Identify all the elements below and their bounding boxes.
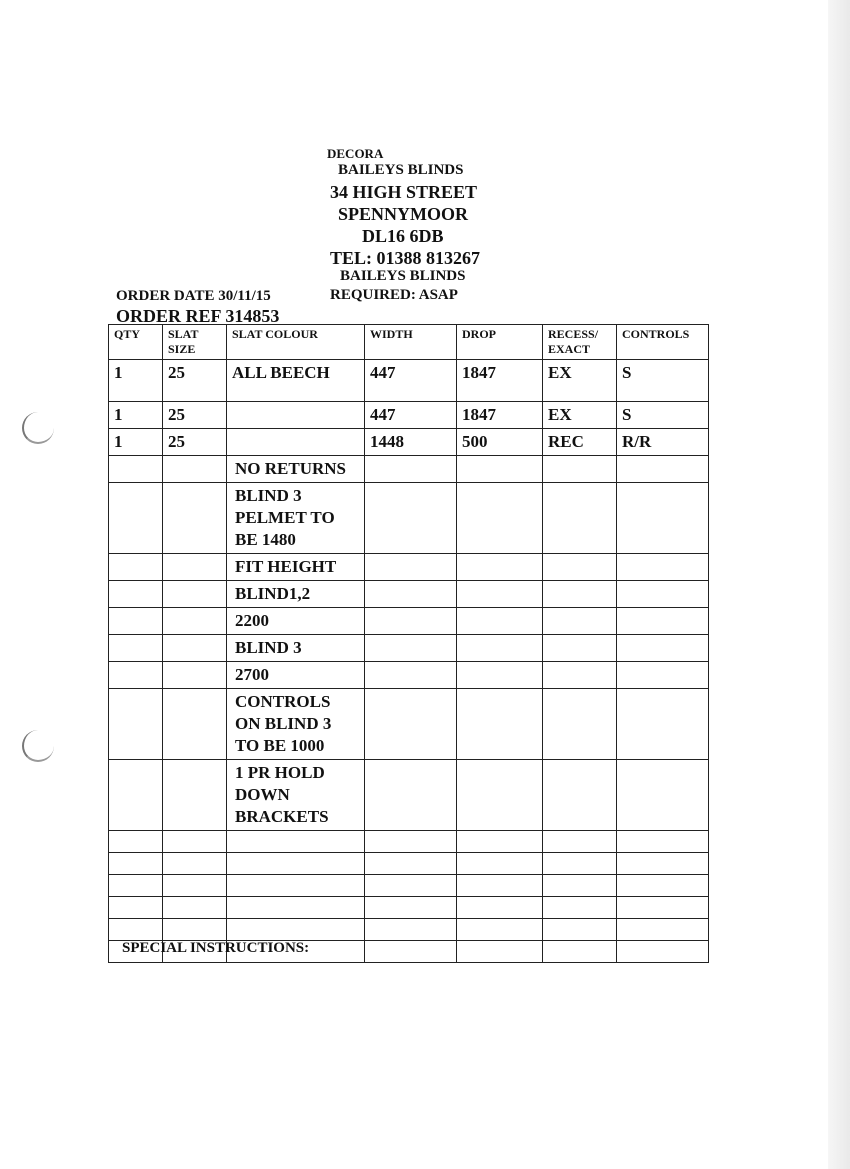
required-date: REQUIRED: ASAP [330,287,458,303]
note-row [109,689,709,760]
slat-colour-cell: ALL BEECH [227,360,365,402]
company-town: SPENNYMOOR [338,204,468,224]
recess-cell: EX [543,360,617,402]
qty-cell: 1 [109,360,163,402]
qty-cell: 1 [109,402,163,429]
table-row [109,402,709,429]
note-row [109,760,709,831]
company-tel: TEL: 01388 813267 [330,248,481,268]
note-row [109,483,709,554]
recess-cell: REC [543,429,617,456]
brand-label: DECORA [327,146,384,161]
punch-hole-top [22,412,54,444]
company-name: BAILEYS BLINDS [338,162,464,178]
note-row [109,608,709,635]
table-header-row [109,325,709,360]
note-cell: 2700 [227,662,365,689]
slat-colour-cell [227,402,365,429]
table-row [109,429,709,456]
note-cell: FIT HEIGHT [227,554,365,581]
note-row [109,635,709,662]
page-edge [828,0,850,1169]
note-row [109,554,709,581]
punch-hole-bottom [22,730,54,762]
recess-cell: EX [543,402,617,429]
empty-row [109,919,709,941]
slat-size-cell: 25 [163,360,227,402]
controls-cell: S [617,360,709,402]
empty-row [109,897,709,919]
company-postcode: DL16 6DB [362,226,444,246]
column-header-recess-exact: RECESS/ EXACT [543,325,617,360]
empty-row [109,853,709,875]
order-date: ORDER DATE 30/11/15 [116,288,271,304]
note-cell: 1 PR HOLD DOWN BRACKETS [227,760,365,831]
note-cell: CONTROLS ON BLIND 3 TO BE 1000 [227,689,365,760]
empty-row [109,831,709,853]
note-cell: 2200 [227,608,365,635]
slat-colour-cell [227,429,365,456]
width-cell: 447 [365,402,457,429]
empty-row [109,875,709,897]
drop-cell: 1847 [457,360,543,402]
column-header-drop: DROP [457,325,543,360]
note-row [109,581,709,608]
column-header-slat-colour: SLAT COLOUR [227,325,365,360]
note-row [109,662,709,689]
note-row [109,456,709,483]
order-table [108,324,709,963]
note-cell: BLIND 3 PELMET TO BE 1480 [227,483,365,554]
width-cell: 1448 [365,429,457,456]
controls-cell: R/R [617,429,709,456]
table-row [109,360,709,402]
controls-cell: S [617,402,709,429]
special-instructions-label: SPECIAL INSTRUCTIONS: [122,940,310,956]
column-header-controls: CONTROLS [617,325,709,360]
qty-cell: 1 [109,429,163,456]
slat-size-cell: 25 [163,402,227,429]
width-cell: 447 [365,360,457,402]
column-header-slat-size: SLAT SIZE [163,325,227,360]
drop-cell: 1847 [457,402,543,429]
drop-cell: 500 [457,429,543,456]
company-name-repeat: BAILEYS BLINDS [340,268,466,284]
column-header-qty: QTY [109,325,163,360]
slat-size-cell: 25 [163,429,227,456]
note-cell: BLIND 3 [227,635,365,662]
order-ref: ORDER REF 314853 [116,306,280,326]
company-street: 34 HIGH STREET [330,182,478,202]
note-cell: BLIND1,2 [227,581,365,608]
note-cell: NO RETURNS [227,456,365,483]
column-header-width: WIDTH [365,325,457,360]
